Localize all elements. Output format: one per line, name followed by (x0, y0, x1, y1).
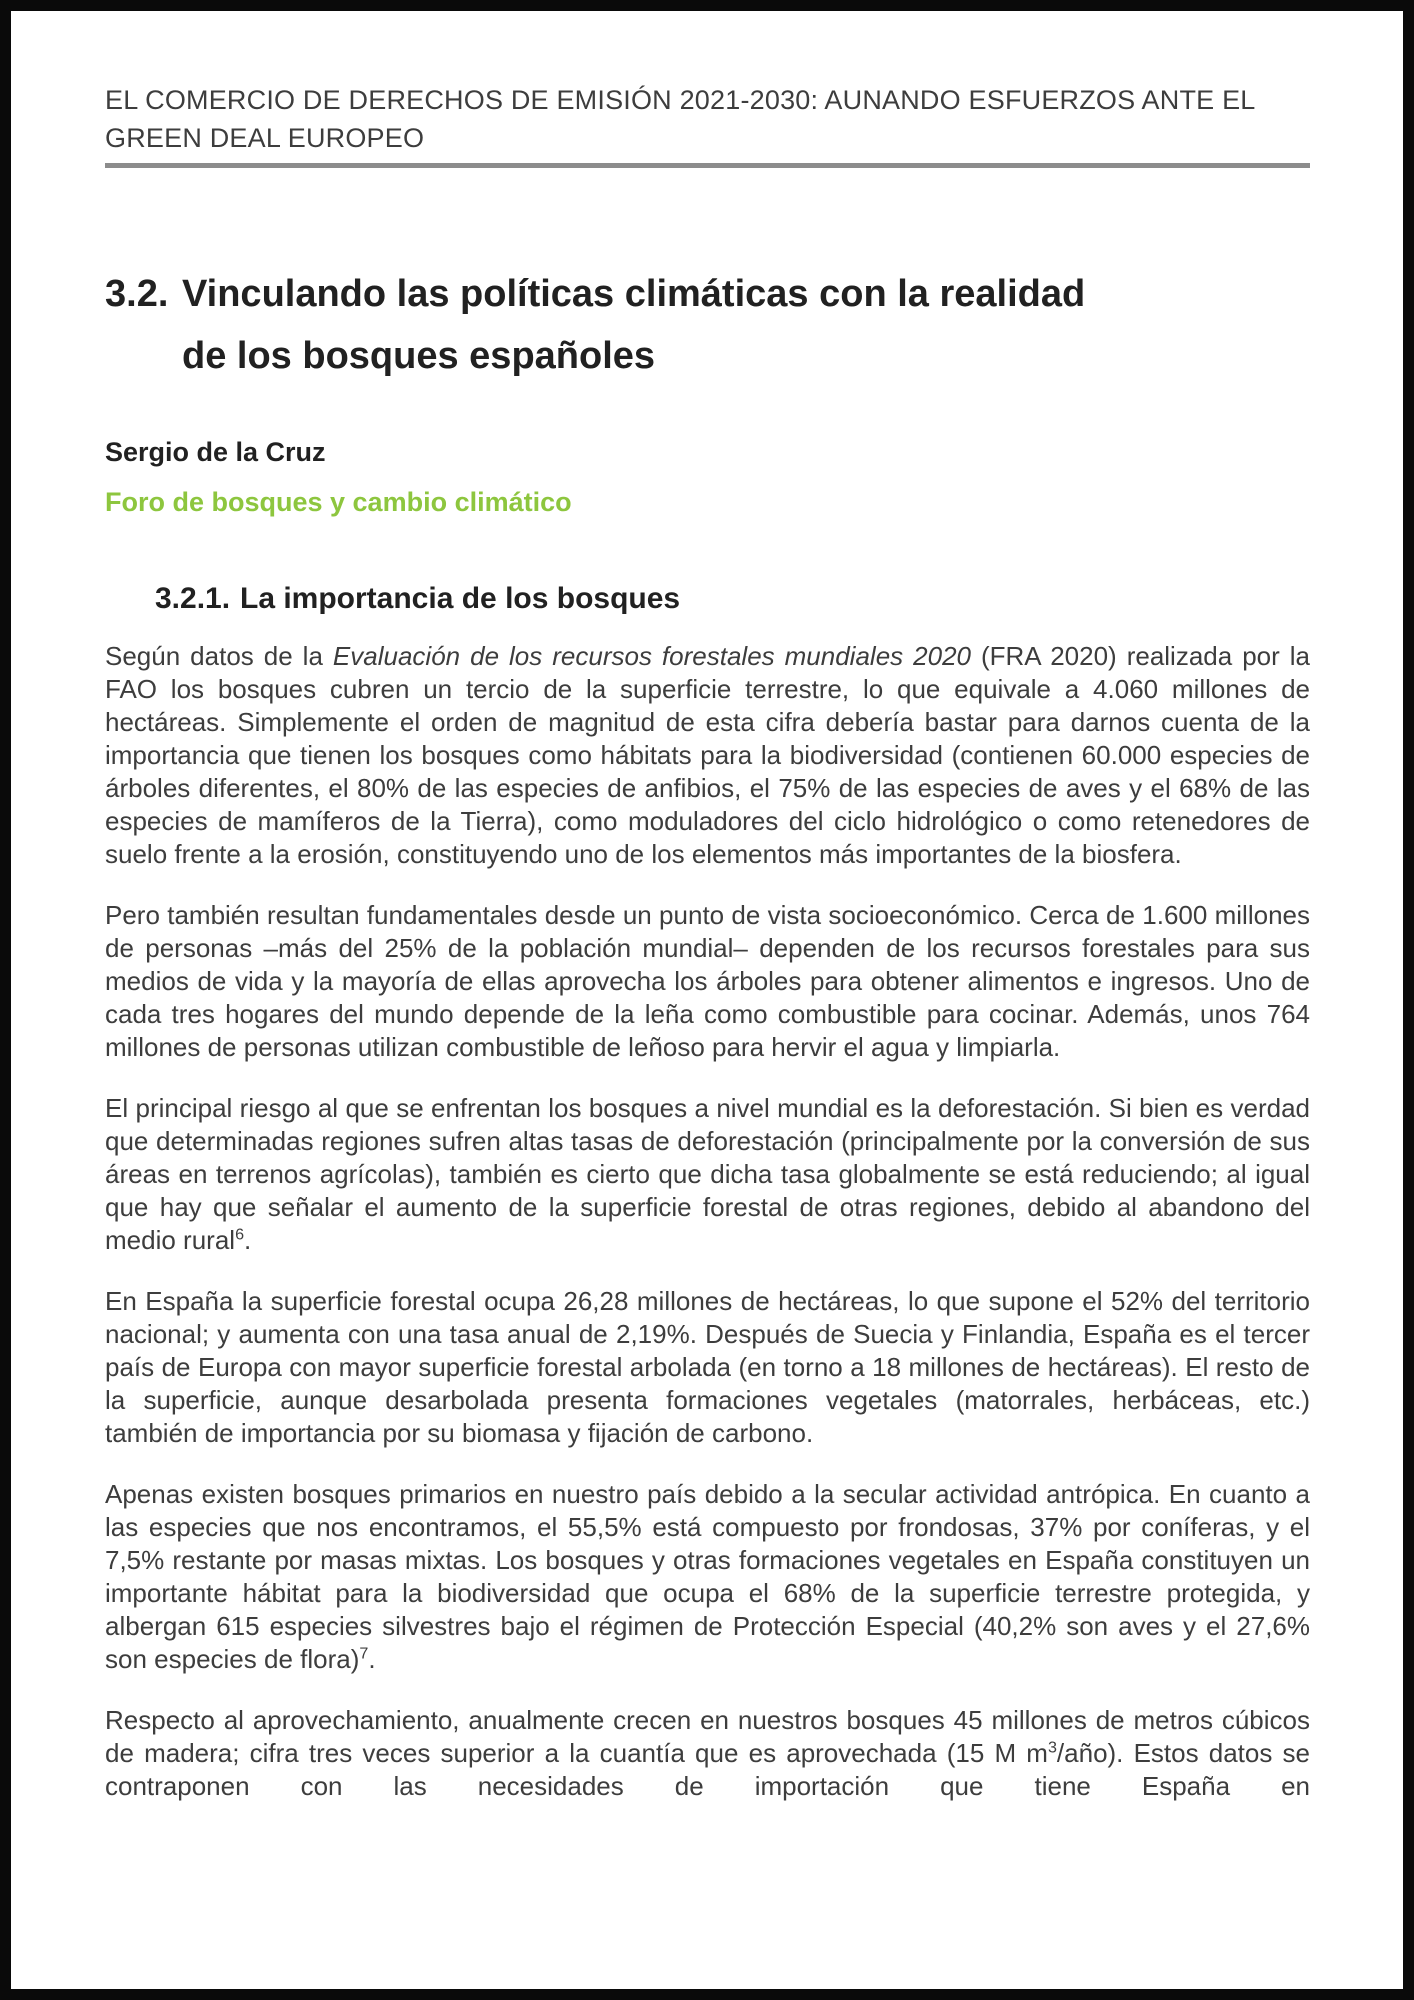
footnote-marker: 7 (359, 1644, 369, 1663)
text-run: . (244, 1225, 252, 1255)
page-content (11, 11, 1403, 1803)
text-run: En España la superficie forestal ocupa 26,28 millones de hectáreas, lo que supone el 52% del territorio nacional; y aumenta con una tasa anual de 2,19%. Después de Suecia y Finlandia, España es el tercer país de Europa con mayor superficie forestal arbolada (en torno a 18 millones de hectáreas). El resto de la superficie, aunque desarbolada presenta formaciones vegetales (matorrales, herbáceas, etc.) también de importancia por su biomasa y fijación de carbono. (105, 1286, 1310, 1448)
text-run: (FRA 2020) realizada por la FAO los bosques cubren un tercio de la superficie terrestre, lo que equivale a 4.060 millones de hectáreas. Simplemente el orden de magnitud de esta cifra debería bastar para darnos cuenta de la importancia que tienen los bosques como hábitats para la biodiversidad (contienen 60.000 especies de árboles diferentes, el 80% de las especies de anfibios, el 75% de las especies de aves y el 68% de las especies de mamíferos de la Tierra), como moduladores del ciclo hidrológico o como retenedores de suelo frente a la erosión, constituyendo uno de los elementos más importantes de la biosfera. (105, 641, 1311, 869)
author-affiliation: Foro de bosques y cambio climático (105, 487, 572, 517)
paragraph (105, 1478, 1310, 1676)
author-name: Sergio de la Cruz (105, 437, 326, 467)
subsection-title (155, 580, 1310, 618)
footnote-marker: 3 (1047, 1738, 1057, 1757)
subsection-number: 3.2.1. (155, 582, 231, 615)
paragraph (105, 1092, 1310, 1257)
running-header (105, 81, 1310, 157)
section-title-text (182, 263, 1085, 387)
footnote-marker: 6 (235, 1225, 245, 1244)
paragraph (105, 1704, 1310, 1803)
text-run: /año). Estos datos se contraponen con las necesidades de importación que tiene España en (105, 1738, 1310, 1801)
italic-run: Evaluación de los recursos forestales mundiales 2020 (332, 641, 971, 671)
text-run: . (368, 1644, 376, 1674)
running-header-line1: EL COMERCIO DE DERECHOS DE EMISIÓN 2021-2030: AUNANDO ESFUERZOS ANTE EL (105, 85, 1256, 115)
text-run: El principal riesgo al que se enfrentan los bosques a nivel mundial es la deforestación. Si bien es verdad que determinadas regiones sufren altas tasas de deforestación (principalmente por la conversión de sus áreas en terrenos agrícolas), también es cierto que dicha tasa globalmente se está reduciendo; al igual que hay que señalar el aumento de la superficie forestal de otras regiones, debido al abandono del medio rural (105, 1093, 1310, 1255)
section-title-line1: Vinculando las políticas climáticas con la realidad (182, 273, 1086, 315)
running-header-line2: GREEN DEAL EUROPEO (105, 123, 425, 153)
paragraph (105, 899, 1310, 1064)
text-run: Respecto al aprovechamiento, anualmente crecen en nuestros bosques 45 millones de metros cúbicos de madera; cifra tres veces superior a la cuantía que es aprovechada (15 M m (105, 1705, 1310, 1768)
paragraph (105, 640, 1310, 871)
section-title-line2: de los bosques españoles (182, 335, 656, 377)
text-run: Pero también resultan fundamentales desde un punto de vista socioeconómico. Cerca de 1.600 millones de personas –más del 25% de la población mundial– dependen de los recursos forestales para sus medios de vida y la mayoría de ellas aprovecha los árboles para obtener alimentos e ingresos. Uno de cada tres hogares del mundo depende de la leña como combustible para cocinar. Además, unos 764 millones de personas utilizan combustible de leñoso para hervir el agua y limpiarla. (105, 900, 1310, 1062)
subsection-title-text: La importancia de los bosques (240, 582, 681, 615)
section-title (105, 263, 1310, 387)
section-number: 3.2. (105, 273, 169, 315)
header-rule (105, 163, 1310, 168)
text-run: Según datos de la (105, 641, 333, 671)
body-paragraphs (105, 640, 1310, 1803)
text-run: Apenas existen bosques primarios en nuestro país debido a la secular actividad antrópica. En cuanto a las especies que nos encontramos, el 55,5% está compuesto por frondosas, 37% por coníferas, y el 7,5% restante por masas mixtas. Los bosques y otras formaciones vegetales en España constituyen un importante hábitat para la biodiversidad que ocupa el 68% de la superficie terrestre protegida, y albergan 615 especies silvestres bajo el régimen de Protección Especial (40,2% son aves y el 27,6% son especies de flora) (105, 1479, 1310, 1674)
paragraph (105, 1285, 1310, 1450)
